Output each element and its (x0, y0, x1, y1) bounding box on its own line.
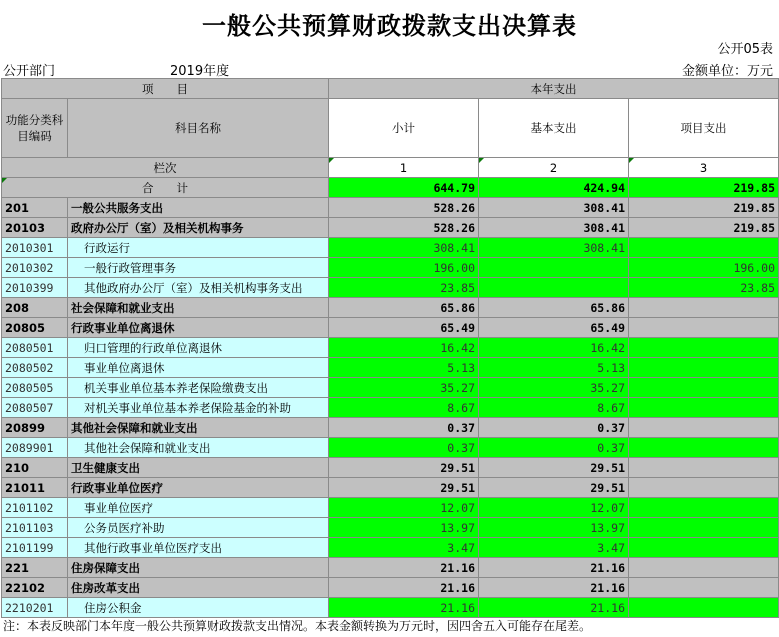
amount-unit: 金额单位：万元 (681, 64, 773, 79)
row-code: 208 (2, 298, 68, 318)
total-row (2, 178, 779, 198)
table-row (2, 598, 779, 618)
fiscal-year: 2019年度 (170, 64, 230, 79)
row-basic: 8.67 (479, 398, 629, 418)
table-row (2, 378, 779, 398)
row-subtotal: 5.13 (329, 358, 479, 378)
header-item: 项 目 (2, 79, 329, 99)
row-code: 2101102 (2, 498, 68, 518)
row-project: 219.85 (629, 198, 779, 218)
table-row (2, 298, 779, 318)
row-subtotal: 35.27 (329, 378, 479, 398)
row-name: 卫生健康支出 (68, 458, 329, 478)
table-row (2, 498, 779, 518)
row-project (629, 558, 779, 578)
table-row (2, 318, 779, 338)
row-basic: 21.16 (479, 598, 629, 618)
row-name: 一般行政管理事务 (68, 258, 329, 278)
row-project: 219.85 (629, 218, 779, 238)
total-label: 合 计 (2, 178, 329, 198)
row-project (629, 398, 779, 418)
row-project: 196.00 (629, 258, 779, 278)
table-row (2, 258, 779, 278)
row-code: 2010301 (2, 238, 68, 258)
total-project: 219.85 (629, 178, 779, 198)
row-name: 行政事业单位医疗 (68, 478, 329, 498)
table-row (2, 338, 779, 358)
row-basic: 65.49 (479, 318, 629, 338)
row-name: 机关事业单位基本养老保险缴费支出 (68, 378, 329, 398)
row-code: 2210201 (2, 598, 68, 618)
row-basic: 29.51 (479, 478, 629, 498)
row-project (629, 498, 779, 518)
row-name: 事业单位离退休 (68, 358, 329, 378)
row-project (629, 438, 779, 458)
row-name: 行政事业单位离退休 (68, 318, 329, 338)
report-meta-line (0, 58, 779, 78)
header-current-expenditure: 本年支出 (329, 79, 779, 99)
row-project (629, 598, 779, 618)
row-name: 其他行政事业单位医疗支出 (68, 538, 329, 558)
row-code: 201 (2, 198, 68, 218)
column-index-2: 2 (479, 158, 629, 178)
row-project (629, 378, 779, 398)
row-subtotal: 21.16 (329, 578, 479, 598)
row-basic: 29.51 (479, 458, 629, 478)
row-code: 210 (2, 458, 68, 478)
row-project (629, 538, 779, 558)
row-subtotal: 23.85 (329, 278, 479, 298)
table-row (2, 518, 779, 538)
row-basic (479, 258, 629, 278)
table-row (2, 358, 779, 378)
row-name: 行政运行 (68, 238, 329, 258)
row-name: 其他社会保障和就业支出 (68, 438, 329, 458)
table-row (2, 438, 779, 458)
row-subtotal: 13.97 (329, 518, 479, 538)
row-project (629, 418, 779, 438)
header-row-1 (2, 79, 779, 99)
row-subtotal: 12.07 (329, 498, 479, 518)
row-name: 其他社会保障和就业支出 (68, 418, 329, 438)
row-code: 2101103 (2, 518, 68, 538)
row-basic: 12.07 (479, 498, 629, 518)
row-subtotal: 528.26 (329, 198, 479, 218)
table-row (2, 478, 779, 498)
row-subtotal: 528.26 (329, 218, 479, 238)
row-code: 2080501 (2, 338, 68, 358)
row-name: 归口管理的行政单位离退休 (68, 338, 329, 358)
total-basic: 424.94 (479, 178, 629, 198)
row-subtotal: 16.42 (329, 338, 479, 358)
row-code: 2089901 (2, 438, 68, 458)
column-index-1: 1 (329, 158, 479, 178)
row-code: 20103 (2, 218, 68, 238)
row-subtotal: 29.51 (329, 458, 479, 478)
row-project (629, 478, 779, 498)
row-basic: 5.13 (479, 358, 629, 378)
table-row (2, 558, 779, 578)
total-subtotal: 644.79 (329, 178, 479, 198)
row-name: 住房公积金 (68, 598, 329, 618)
table-row (2, 578, 779, 598)
table-row (2, 198, 779, 218)
row-subtotal: 8.67 (329, 398, 479, 418)
row-basic: 13.97 (479, 518, 629, 538)
row-code: 2080505 (2, 378, 68, 398)
row-project (629, 518, 779, 538)
row-subtotal: 21.16 (329, 598, 479, 618)
row-project (629, 318, 779, 338)
row-name: 政府办公厅（室）及相关机构事务 (68, 218, 329, 238)
row-basic: 21.16 (479, 558, 629, 578)
table-row (2, 278, 779, 298)
row-basic: 35.27 (479, 378, 629, 398)
table-row (2, 538, 779, 558)
row-project (629, 578, 779, 598)
header-project: 项目支出 (629, 99, 779, 158)
row-basic: 308.41 (479, 198, 629, 218)
row-code: 2080507 (2, 398, 68, 418)
table-row (2, 418, 779, 438)
header-row-2 (2, 99, 779, 158)
row-name: 住房改革支出 (68, 578, 329, 598)
row-basic: 308.41 (479, 218, 629, 238)
row-subtotal: 308.41 (329, 238, 479, 258)
row-name: 事业单位医疗 (68, 498, 329, 518)
row-code: 2101199 (2, 538, 68, 558)
form-code: 公开05表 (717, 42, 773, 57)
expenditure-table (1, 78, 779, 618)
row-subtotal: 29.51 (329, 478, 479, 498)
row-code: 2010399 (2, 278, 68, 298)
row-project (629, 338, 779, 358)
header-code-label: 功能分类科目编码 (2, 99, 68, 158)
row-subtotal: 3.47 (329, 538, 479, 558)
row-project (629, 238, 779, 258)
table-row (2, 238, 779, 258)
table-row (2, 458, 779, 478)
footnote: 注：本表反映部门本年度一般公共预算财政拨款支出情况。本表金额转换为万元时，因四舍五入可能存在尾差。 (3, 619, 592, 633)
row-name: 社会保障和就业支出 (68, 298, 329, 318)
header-subtotal: 小计 (329, 99, 479, 158)
row-subtotal: 65.49 (329, 318, 479, 338)
row-code: 22102 (2, 578, 68, 598)
row-code: 221 (2, 558, 68, 578)
row-code: 2010302 (2, 258, 68, 278)
table-row (2, 398, 779, 418)
row-basic: 16.42 (479, 338, 629, 358)
row-subtotal: 65.86 (329, 298, 479, 318)
row-project: 23.85 (629, 278, 779, 298)
row-name: 住房保障支出 (68, 558, 329, 578)
column-index-label: 栏次 (2, 158, 329, 178)
row-name: 一般公共服务支出 (68, 198, 329, 218)
row-basic (479, 278, 629, 298)
row-subtotal: 196.00 (329, 258, 479, 278)
row-project (629, 358, 779, 378)
row-subtotal: 0.37 (329, 438, 479, 458)
header-basic: 基本支出 (479, 99, 629, 158)
row-code: 20899 (2, 418, 68, 438)
column-index-row (2, 158, 779, 178)
row-basic: 3.47 (479, 538, 629, 558)
table-row (2, 218, 779, 238)
row-name: 对机关事业单位基本养老保险基金的补助 (68, 398, 329, 418)
row-name: 公务员医疗补助 (68, 518, 329, 538)
row-code: 20805 (2, 318, 68, 338)
row-name: 其他政府办公厅（室）及相关机构事务支出 (68, 278, 329, 298)
row-subtotal: 0.37 (329, 418, 479, 438)
row-basic: 65.86 (479, 298, 629, 318)
column-index-3: 3 (629, 158, 779, 178)
row-project (629, 298, 779, 318)
row-project (629, 458, 779, 478)
report-title: 一般公共预算财政拨款支出决算表 (202, 12, 577, 40)
row-basic: 0.37 (479, 418, 629, 438)
header-name-label: 科目名称 (68, 99, 329, 158)
row-subtotal: 21.16 (329, 558, 479, 578)
row-basic: 0.37 (479, 438, 629, 458)
row-code: 21011 (2, 478, 68, 498)
row-code: 2080502 (2, 358, 68, 378)
row-basic: 21.16 (479, 578, 629, 598)
row-basic: 308.41 (479, 238, 629, 258)
department-label: 公开部门 (3, 64, 56, 79)
